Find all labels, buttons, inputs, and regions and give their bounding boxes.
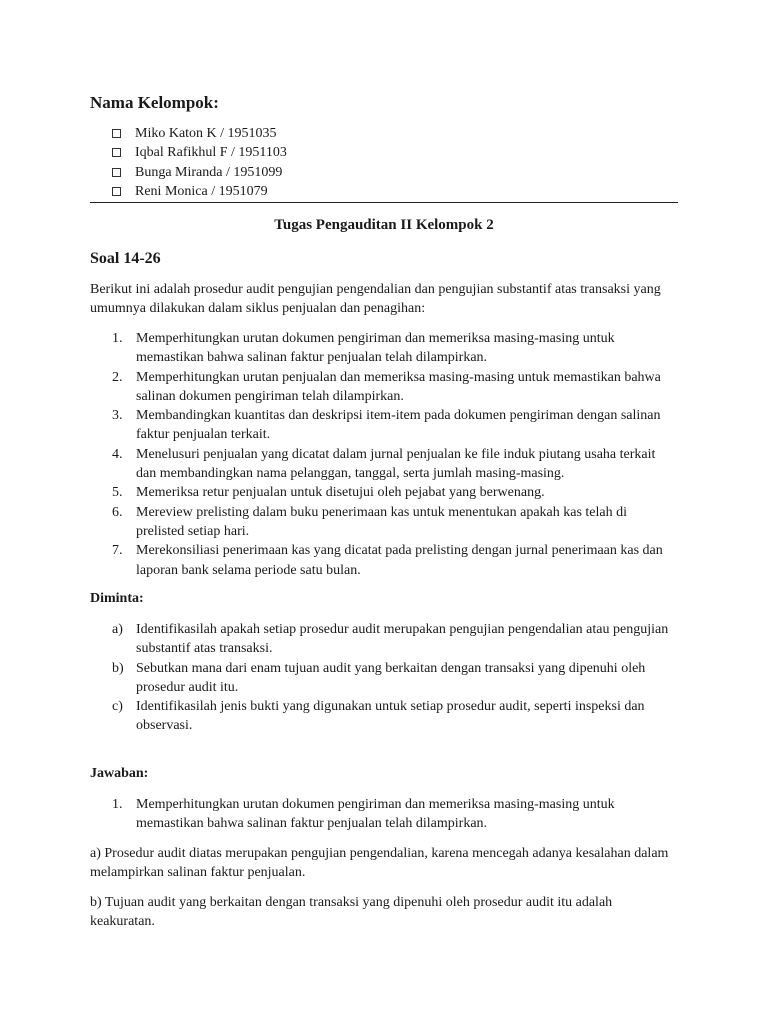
- answer-b: b) Tujuan audit yang berkaitan dengan transaksi yang dipenuhi oleh prosedur audit itu adalah keakuratan.: [90, 895, 613, 930]
- member-item: Miko Katon K / 1951035: [112, 124, 287, 143]
- soal-list: [90, 329, 678, 580]
- list-item: b) Sebutkan mana dari enam tujuan audit yang berkaitan dengan transaksi yang dipenuhi oleh prosedur audit itu.: [112, 660, 646, 695]
- list-item: 1. Memperhitungkan urutan dokumen pengiriman dan memeriksa masing-masing untuk memastikan bahwa salinan faktur penjualan telah dilampirkan.: [112, 797, 615, 832]
- list-item: 1. Memperhitungkan urutan dokumen pengiriman dan memeriksa masing-masing untuk memastikan bahwa salinan faktur penjualan telah dilampirkan.: [112, 331, 615, 366]
- answer-a: a) Prosedur audit diatas merupakan pengujian pengendalian, karena mencegah adanya kesalahan dalam melampirkan salinan faktur penjualan.: [90, 846, 669, 881]
- member-item: Iqbal Rafikhul F / 1951103: [112, 143, 287, 162]
- list-item: 7. Merekonsiliasi penerimaan kas yang dicatat pada prelisting dengan jurnal penerimaan kas dan laporan bank selama periode satu bulan.: [112, 543, 663, 578]
- group-heading: Nama Kelompok:: [90, 93, 219, 112]
- jawaban-heading: Jawaban:: [90, 766, 149, 781]
- member-item: Bunga Miranda / 1951099: [112, 163, 287, 182]
- member-list: [112, 124, 287, 201]
- member-item: Reni Monica / 1951079: [112, 182, 287, 201]
- checkbox-icon: [112, 168, 121, 177]
- list-item: 4. Menelusuri penjualan yang dicatat dalam jurnal penjualan ke file induk piutang usaha terkait dan membandingkan nama pelanggan, tanggal, serta jumlah masing-masing.: [112, 446, 656, 482]
- diminta-list: [90, 620, 678, 736]
- checkbox-icon: [112, 148, 121, 157]
- list-item: 3. Membandingkan kuantitas dan deskripsi item-item pada dokumen pengiriman dengan salinan faktur penjualan terkait.: [112, 408, 661, 443]
- jawaban-list: [90, 795, 678, 834]
- soal-intro: Berikut ini adalah prosedur audit pengujian pengendalian dan pengujian substantif atas transaksi yang umumnya dilakukan dalam siklus penjualan dan penagihan:: [90, 282, 661, 317]
- list-item: 2. Memperhitungkan urutan penjualan dan memeriksa masing-masing untuk memastikan bahwa salinan dokumen pengiriman telah dilampirkan.: [112, 369, 661, 404]
- list-item: a) Identifikasilah apakah setiap prosedur audit merupakan pengujian pengendalian atau pengujian substantif atas transaksi.: [112, 622, 669, 657]
- soal-heading: Soal 14-26: [90, 250, 161, 267]
- list-item: 5. Memeriksa retur penjualan untuk disetujui oleh pejabat yang berwenang.: [112, 485, 545, 501]
- list-item: c) Identifikasilah jenis bukti yang digunakan untuk setiap prosedur audit, seperti inspeksi dan observasi.: [112, 699, 645, 734]
- list-item: 6. Mereview prelisting dalam buku penerimaan kas untuk menentukan apakah kas telah di prelisted setiap hari.: [112, 504, 628, 539]
- divider: [90, 202, 678, 203]
- checkbox-icon: [112, 129, 121, 138]
- document-title: Tugas Pengauditan II Kelompok 2: [274, 217, 494, 233]
- checkbox-icon: [112, 187, 121, 196]
- diminta-heading: Diminta:: [90, 591, 144, 606]
